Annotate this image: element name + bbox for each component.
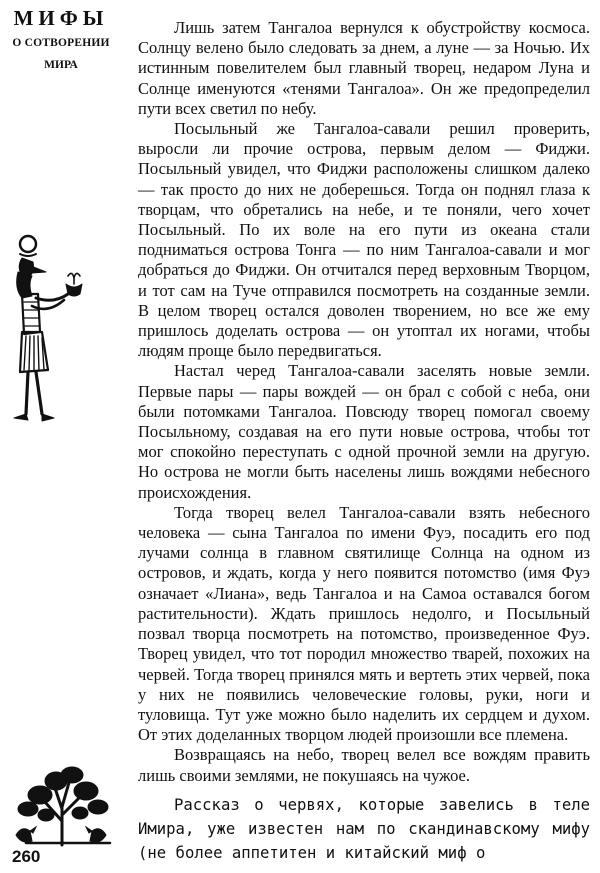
egyptian-deity-figure-icon [2,232,114,427]
tree-with-birds-ornament-icon [6,765,118,847]
section-title [6,8,116,71]
page-number: 260 [12,847,41,866]
section-title-main: МИФЫ [13,6,109,30]
paragraph: Тогда творец велел Тангалоа-савали взять небесного человека — сына Тангалоа по имени Фуэ, посадить его под лучами солнца в главном святилище Солнца на одном из островов, и ждать, когда у него появится потомство (имя Фуэ означает «Лиана», ведь Тангалоа и на Самоа оставался богом растительности). Ждать пришлось недолго, и Посыльный позвал творца посмотреть на потомство, произведенное Фуэ. Творец увидел, что тот породил множество тварей, похожих на червей. Тогда творец принялся мять и вертеть этих червей, пока у них не появились человеческие головы, руки, ноги и туловища. Тут уже можно было наделить их сердцем и духом. От этих доделанных творцом людей произошли все племена. [138,502,590,745]
paragraph: Посыльный же Тангалоа-савали решил проверить, выросли ли прочие острова, первым делом — Фиджи. Посыльный увидел, что Фиджи расположены слишком далеко — так просто до них не доберешься. Тогда он поднял глаза к творцам, что обретались на небе, и те поняли, чего хочет Посыльный. По их воле на его пути из океана стали подниматься острова Тонга — по ним Тангалоа-савали и мог добраться до Фиджи. Он отчитался перед верховным Творцом, и тот сам на Туче отправился посмотреть на созданные земли. В целом творец остался доволен творением, но все же ему пришлось доделать острова — он утоптал их ногами, чтобы людям проще было передвигаться. [138,119,590,361]
commentary-text [138,793,590,865]
margin-column [0,0,140,873]
section-subtitle-line2: МИРА [44,58,78,71]
paragraph: Возвращаясь на небо, творец велел все вождям править лишь своими землями, не покушаясь на чужое. [138,745,590,785]
paragraph: Лишь затем Тангалоа вернулся к обустройству космоса. Солнцу велено было следовать за днем, а луне — за Ночью. Их истинным повелителем был главный творец, недаром Луна и Солнце именуются «тенями Тангалоа». Он же предопределил пути всех светил по небу. [138,18,590,118]
main-text-column [138,18,590,786]
paragraph: Настал черед Тангалоа-савали заселять новые земли. Первые пары — пары вождей — он брал с собой с неба, они были потомками Тангалоа. Повсюду творец помогал своему Посыльному, создавая на его пути новые острова, чтобы тот мог спокойно переступать с одной прочной земли на другую. Но острова не могли быть населены лишь вождями небесного происхождения. [138,361,590,502]
commentary-paragraph: Рассказ о червях, которые завелись в теле Имира, уже известен нам по скандинавскому мифу (не более аппетитен и китайский миф о [138,796,590,862]
section-subtitle-line1: О СОТВОРЕНИИ [12,37,110,49]
